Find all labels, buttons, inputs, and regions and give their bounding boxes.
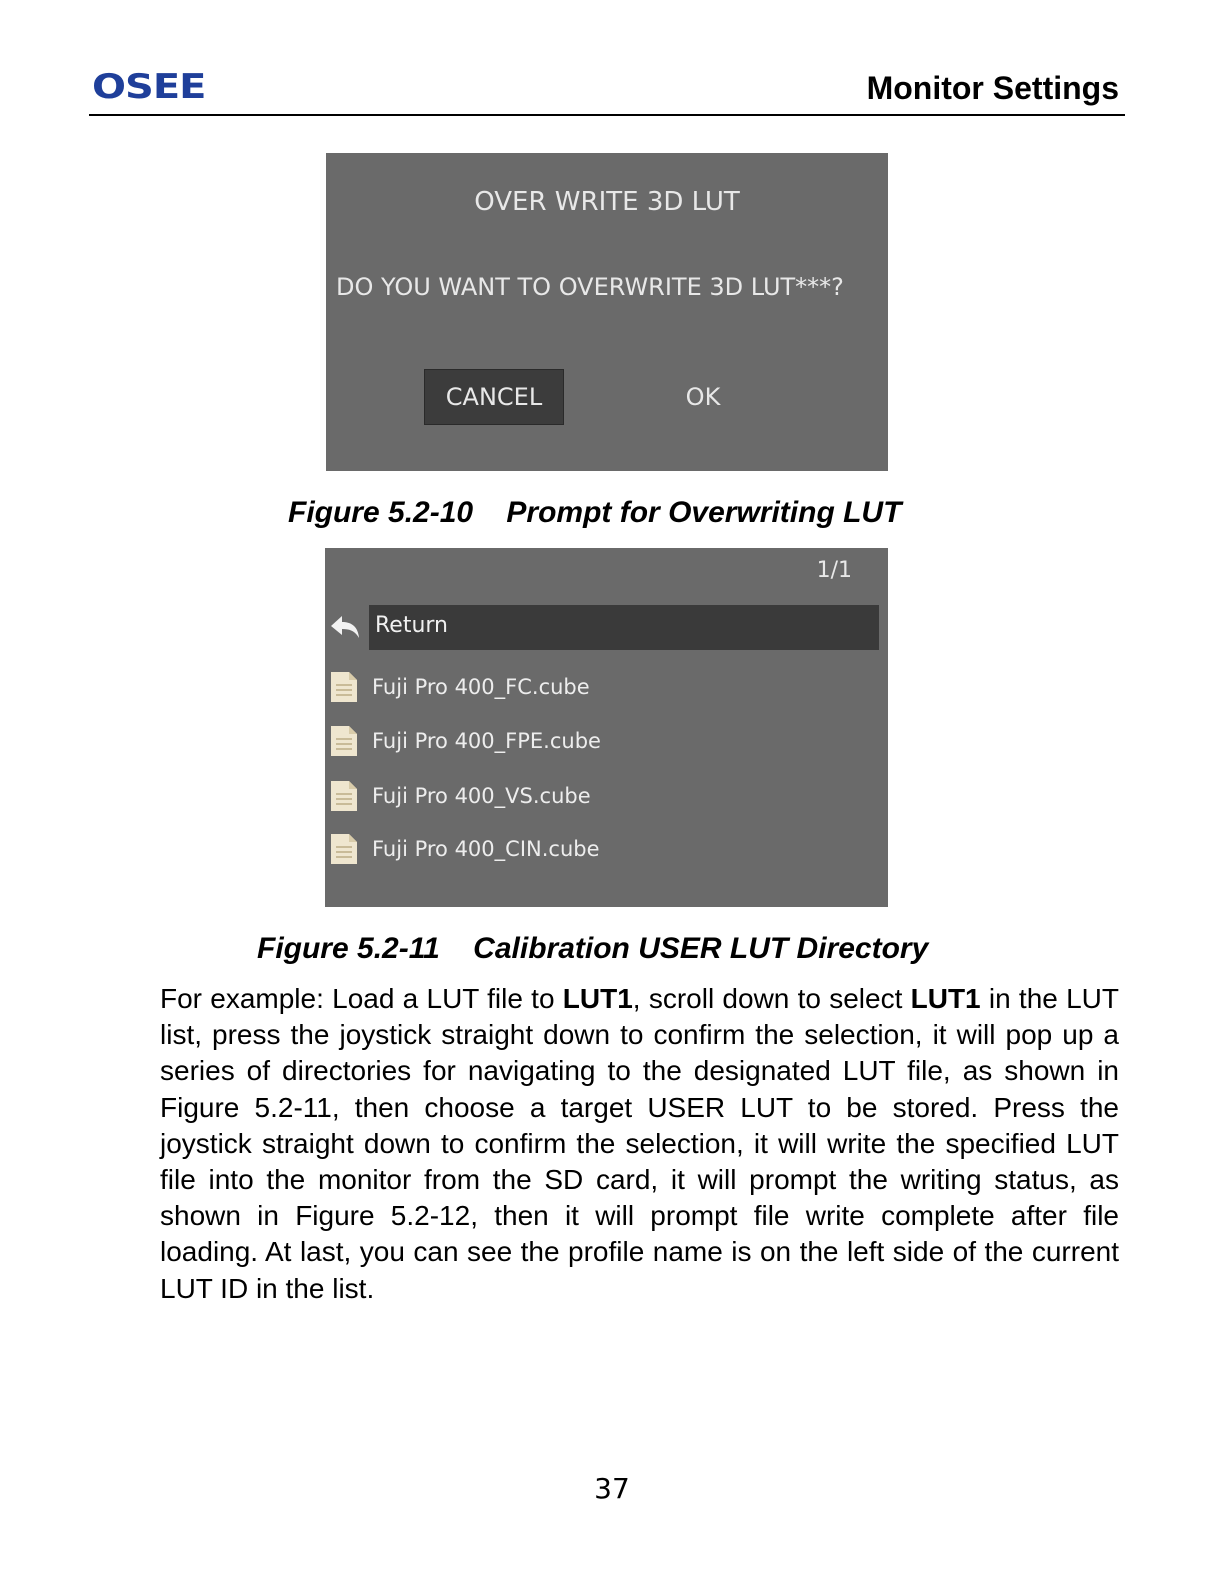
ok-button[interactable]: OK [685,383,721,411]
section-title: Monitor Settings [866,70,1119,106]
figure-caption-overwrite: Figure 5.2-10 Prompt for Overwriting LUT [288,496,902,529]
return-arrow-icon [329,612,361,644]
file-name: Fuji Pro 400_FPE.cube [372,729,601,753]
file-icon [329,671,359,703]
figure-caption-directory: Figure 5.2-11 Calibration USER LUT Directory [257,932,929,965]
file-item[interactable] [329,725,729,759]
cancel-button[interactable]: CANCEL [424,369,564,425]
file-icon [329,725,359,757]
body-text-part: For example: Load a LUT file to [160,983,563,1014]
body-text-part: , scroll down to select [632,983,911,1014]
file-name: Fuji Pro 400_VS.cube [372,784,591,808]
body-text-part: in the LUT list, press the joystick straight down to confirm the selection, it will pop up a series of directories for navigating to the designated LUT file, as shown in Figure 5.2-11, then choose a target USER LUT to be stored. Press the joystick straight down to confirm the selection, it will write the specified LUT file into the monitor from the SD card, it will prompt the writing status, as shown in Figure 5.2-12, then it will prompt file write complete after file loading. At last, you can see the profile name is on the left side of the current LUT ID in the list. [160,983,1120,1304]
return-label: Return [375,613,449,638]
file-icon [329,833,359,865]
page-number: 37 [594,1472,630,1505]
body-bold-lut1: LUT1 [562,983,633,1014]
return-item[interactable] [369,605,879,650]
page-indicator: 1/1 [816,558,852,583]
file-name: Fuji Pro 400_CIN.cube [372,837,600,861]
user-lut-directory [325,548,888,907]
body-bold-lut1: LUT1 [910,983,981,1014]
osee-logo: OSEE [92,67,206,107]
file-item[interactable] [329,780,729,814]
file-icon [329,780,359,812]
page-header [89,66,1125,116]
body-paragraph [160,981,1119,1307]
dialog-title: OVER WRITE 3D LUT [474,187,740,217]
file-item[interactable] [329,833,729,867]
dialog-message: DO YOU WANT TO OVERWRITE 3D LUT***? [336,273,844,301]
file-name: Fuji Pro 400_FC.cube [372,675,590,699]
file-item[interactable] [329,671,729,705]
overwrite-lut-dialog [326,153,888,471]
